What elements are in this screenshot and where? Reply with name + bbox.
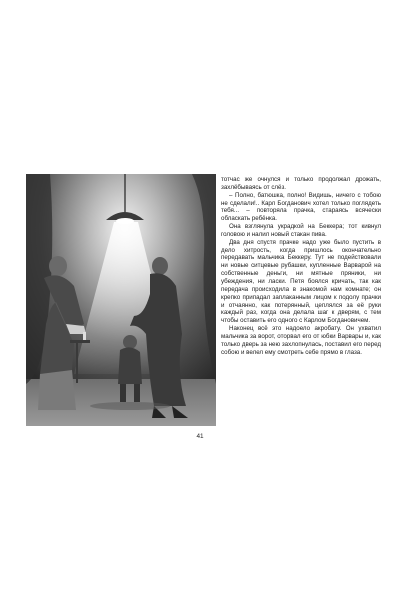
paragraph: Наконец всё это надоело акробату. Он ухватил мальчика за ворот, оторвал его от юбки Варвары и, как только дверь за нею захлопнулась, поставил его перед собою и велел ему смотреть себе прямо в глаза.: [221, 325, 381, 356]
illustration: [26, 174, 216, 426]
ink-illustration-lamp-scene-icon: [26, 174, 216, 426]
paragraph: – Полно, батюшка, полно! Видишь, ничего с тобою не сделали!.. Карл Богданович хотел только поглядеть тебя... – повторяла прачка, стараясь всячески обласкать ребёнка.: [221, 191, 381, 223]
paragraph: Два дня спустя прачке надо уже было пустить в дело хитрость, когда пришлось окончательно передавать мальчика Беккеру. Тут не подействовали ни новые ситцевые рубашки, купленные Варварой на собственные деньги, ни мятные пряники, ни убеждения, ни ласки. Петя боялся кричать, так как передача происходила в знакомой нам комнате; он крепко припадал заплаканным лицом к подолу прачки и отчаянно, как потерянный, цеплялся за её руки каждый раз, когда она делала шаг к дверям, с тем чтобы оставить его одного с Карлом Богдановичем.: [221, 238, 381, 325]
text-column: [221, 176, 381, 356]
paragraph: Она взглянула украдкой на Беккера; тот кивнул головою и налил новый стакан пива.: [221, 223, 381, 238]
paragraph: тотчас же очнулся и только продолжал дрожать, захлёбываясь от слёз.: [221, 176, 381, 191]
page-number: 41: [196, 433, 204, 440]
